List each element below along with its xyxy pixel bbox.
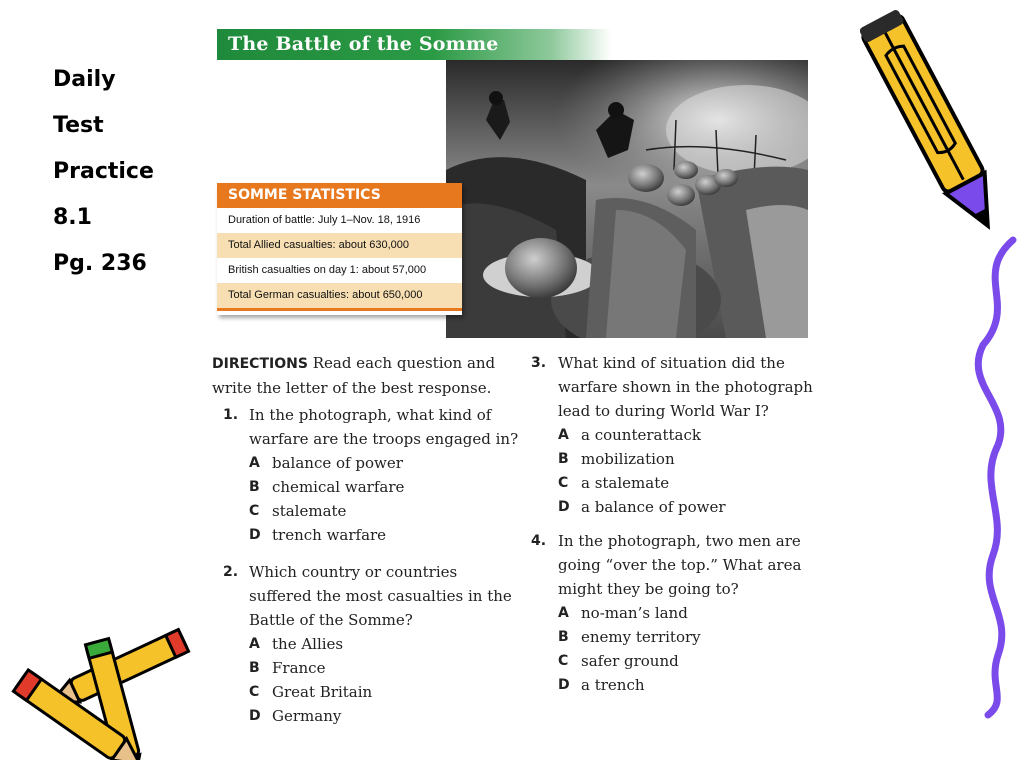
question-text: In the photograph, two men are going “over the top.” What area might they be going to? [558, 532, 802, 598]
sidebar-line-lesson: 8.1 [53, 205, 92, 230]
option-letter: A [249, 455, 260, 471]
answer-option [558, 601, 821, 625]
option-letter: D [249, 708, 261, 724]
option-letter: C [249, 503, 260, 519]
answer-option [249, 499, 522, 523]
crossed-pencils-icon [0, 620, 210, 760]
option-text: stalemate [272, 502, 347, 520]
trench-photograph [446, 60, 808, 338]
option-letter: D [249, 527, 261, 543]
answer-option [558, 673, 821, 697]
statistics-row: Total Allied casualties: about 630,000 [217, 233, 462, 258]
answer-option [249, 632, 522, 656]
question-1 [212, 403, 522, 547]
answer-option [249, 704, 522, 728]
answer-option [249, 523, 522, 547]
question-number: 2. [223, 564, 239, 580]
option-text: trench warfare [272, 526, 387, 544]
option-letter: B [249, 660, 260, 676]
answer-option [558, 649, 821, 673]
option-letter: D [558, 677, 570, 693]
option-letter: C [558, 653, 569, 669]
option-letter: C [249, 684, 260, 700]
option-text: the Allies [272, 635, 344, 653]
option-text: no-man’s land [581, 604, 688, 622]
option-letter: B [249, 479, 260, 495]
answer-option [249, 680, 522, 704]
option-letter: A [558, 427, 569, 443]
sidebar-line-test: Test [53, 113, 104, 138]
question-2 [212, 560, 522, 728]
statistics-header: SOMME STATISTICS [217, 183, 462, 208]
squiggle-line-icon [968, 235, 1024, 720]
sidebar-labels [53, 62, 154, 292]
answer-option [249, 656, 522, 680]
question-text: In the photograph, what kind of warfare are the troops engaged in? [249, 406, 519, 448]
page-title: The Battle of the Somme [228, 33, 499, 55]
option-letter: A [558, 605, 569, 621]
sidebar-line-page: Pg. 236 [53, 251, 147, 276]
option-text: chemical warfare [272, 478, 405, 496]
option-text: Great Britain [272, 683, 373, 701]
statistics-row: Duration of battle: July 1–Nov. 18, 1916 [228, 214, 421, 226]
option-text: France [272, 659, 326, 677]
question-3 [531, 351, 821, 519]
answer-option [249, 451, 522, 475]
answer-option [558, 423, 821, 447]
answer-option [558, 447, 821, 471]
answer-option [249, 475, 522, 499]
option-text: a stalemate [581, 474, 670, 492]
title-banner [217, 29, 611, 60]
option-text: balance of power [272, 454, 403, 472]
question-column-right [531, 351, 821, 697]
sidebar-line-practice: Practice [53, 159, 154, 184]
directions-label: DIRECTIONS [212, 356, 308, 372]
directions [212, 351, 522, 400]
somme-statistics-box [217, 183, 462, 315]
option-letter: C [558, 475, 569, 491]
answer-option [558, 495, 821, 519]
option-letter: B [558, 629, 569, 645]
option-letter: A [249, 636, 260, 652]
option-text: mobilization [581, 450, 675, 468]
pencil-icon [860, 0, 1010, 245]
question-4 [531, 529, 821, 697]
option-text: a balance of power [581, 498, 726, 516]
question-text: What kind of situation did the warfare shown in the photograph lead to during World War I? [558, 354, 813, 420]
directions-text: Read each question and write the letter of the best response. [212, 354, 496, 397]
option-text: Germany [272, 707, 342, 725]
statistics-footer-bar [217, 308, 462, 311]
question-text: Which country or countries suffered the most casualties in the Battle of the Somme? [249, 563, 512, 629]
option-text: safer ground [581, 652, 679, 670]
question-number: 3. [531, 355, 547, 371]
option-letter: B [558, 451, 569, 467]
answer-option [558, 625, 821, 649]
option-text: enemy territory [581, 628, 701, 646]
option-text: a counterattack [581, 426, 701, 444]
question-column-left [212, 351, 522, 728]
sidebar-line-daily: Daily [53, 67, 116, 92]
option-letter: D [558, 499, 570, 515]
question-number: 4. [531, 533, 547, 549]
option-text: a trench [581, 676, 645, 694]
question-number: 1. [223, 407, 239, 423]
statistics-row: British casualties on day 1: about 57,000 [228, 264, 427, 276]
statistics-row: Total German casualties: about 650,000 [217, 283, 462, 308]
answer-option [558, 471, 821, 495]
